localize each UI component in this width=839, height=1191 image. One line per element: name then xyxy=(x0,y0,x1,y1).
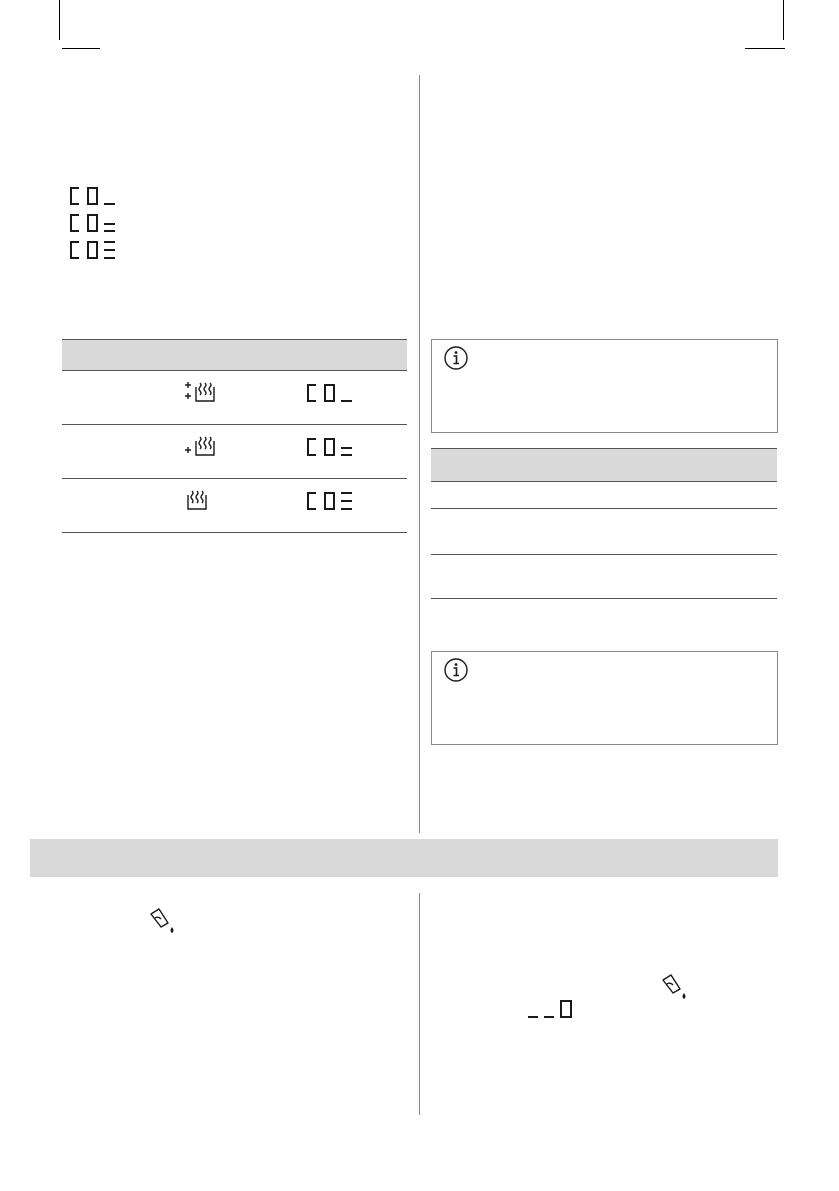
table-header xyxy=(62,339,407,371)
info-icon xyxy=(442,656,470,689)
table-row xyxy=(431,555,777,599)
crop-mark xyxy=(62,48,100,49)
settings-table xyxy=(431,448,777,599)
table-row xyxy=(431,509,777,555)
crop-mark xyxy=(783,0,784,40)
column-divider-top xyxy=(419,75,420,833)
steam-plus-plus-icon xyxy=(182,379,222,410)
hardness-level-table xyxy=(62,339,407,533)
display-dash-zero xyxy=(526,998,576,1020)
info-note-box xyxy=(431,339,778,433)
section-heading-band xyxy=(30,839,778,877)
steam-icon xyxy=(182,487,222,518)
display-level-1 xyxy=(68,186,118,206)
crop-mark xyxy=(59,0,60,40)
info-note-box xyxy=(431,651,778,745)
rinse-aid-icon xyxy=(660,972,690,1007)
table-row xyxy=(62,479,407,533)
table-row xyxy=(62,425,407,479)
rinse-aid-icon xyxy=(148,906,178,941)
display-level-1 xyxy=(305,383,355,408)
steam-plus-icon xyxy=(182,433,222,464)
display-level-3 xyxy=(305,491,355,516)
info-icon xyxy=(442,344,470,377)
display-level-3 xyxy=(68,240,118,260)
table-header xyxy=(431,448,777,482)
table-row xyxy=(431,482,777,509)
display-level-2 xyxy=(305,437,355,462)
column-divider-bottom xyxy=(419,893,420,1115)
display-level-2 xyxy=(68,213,118,233)
table-row xyxy=(62,371,407,425)
crop-mark xyxy=(745,48,785,49)
